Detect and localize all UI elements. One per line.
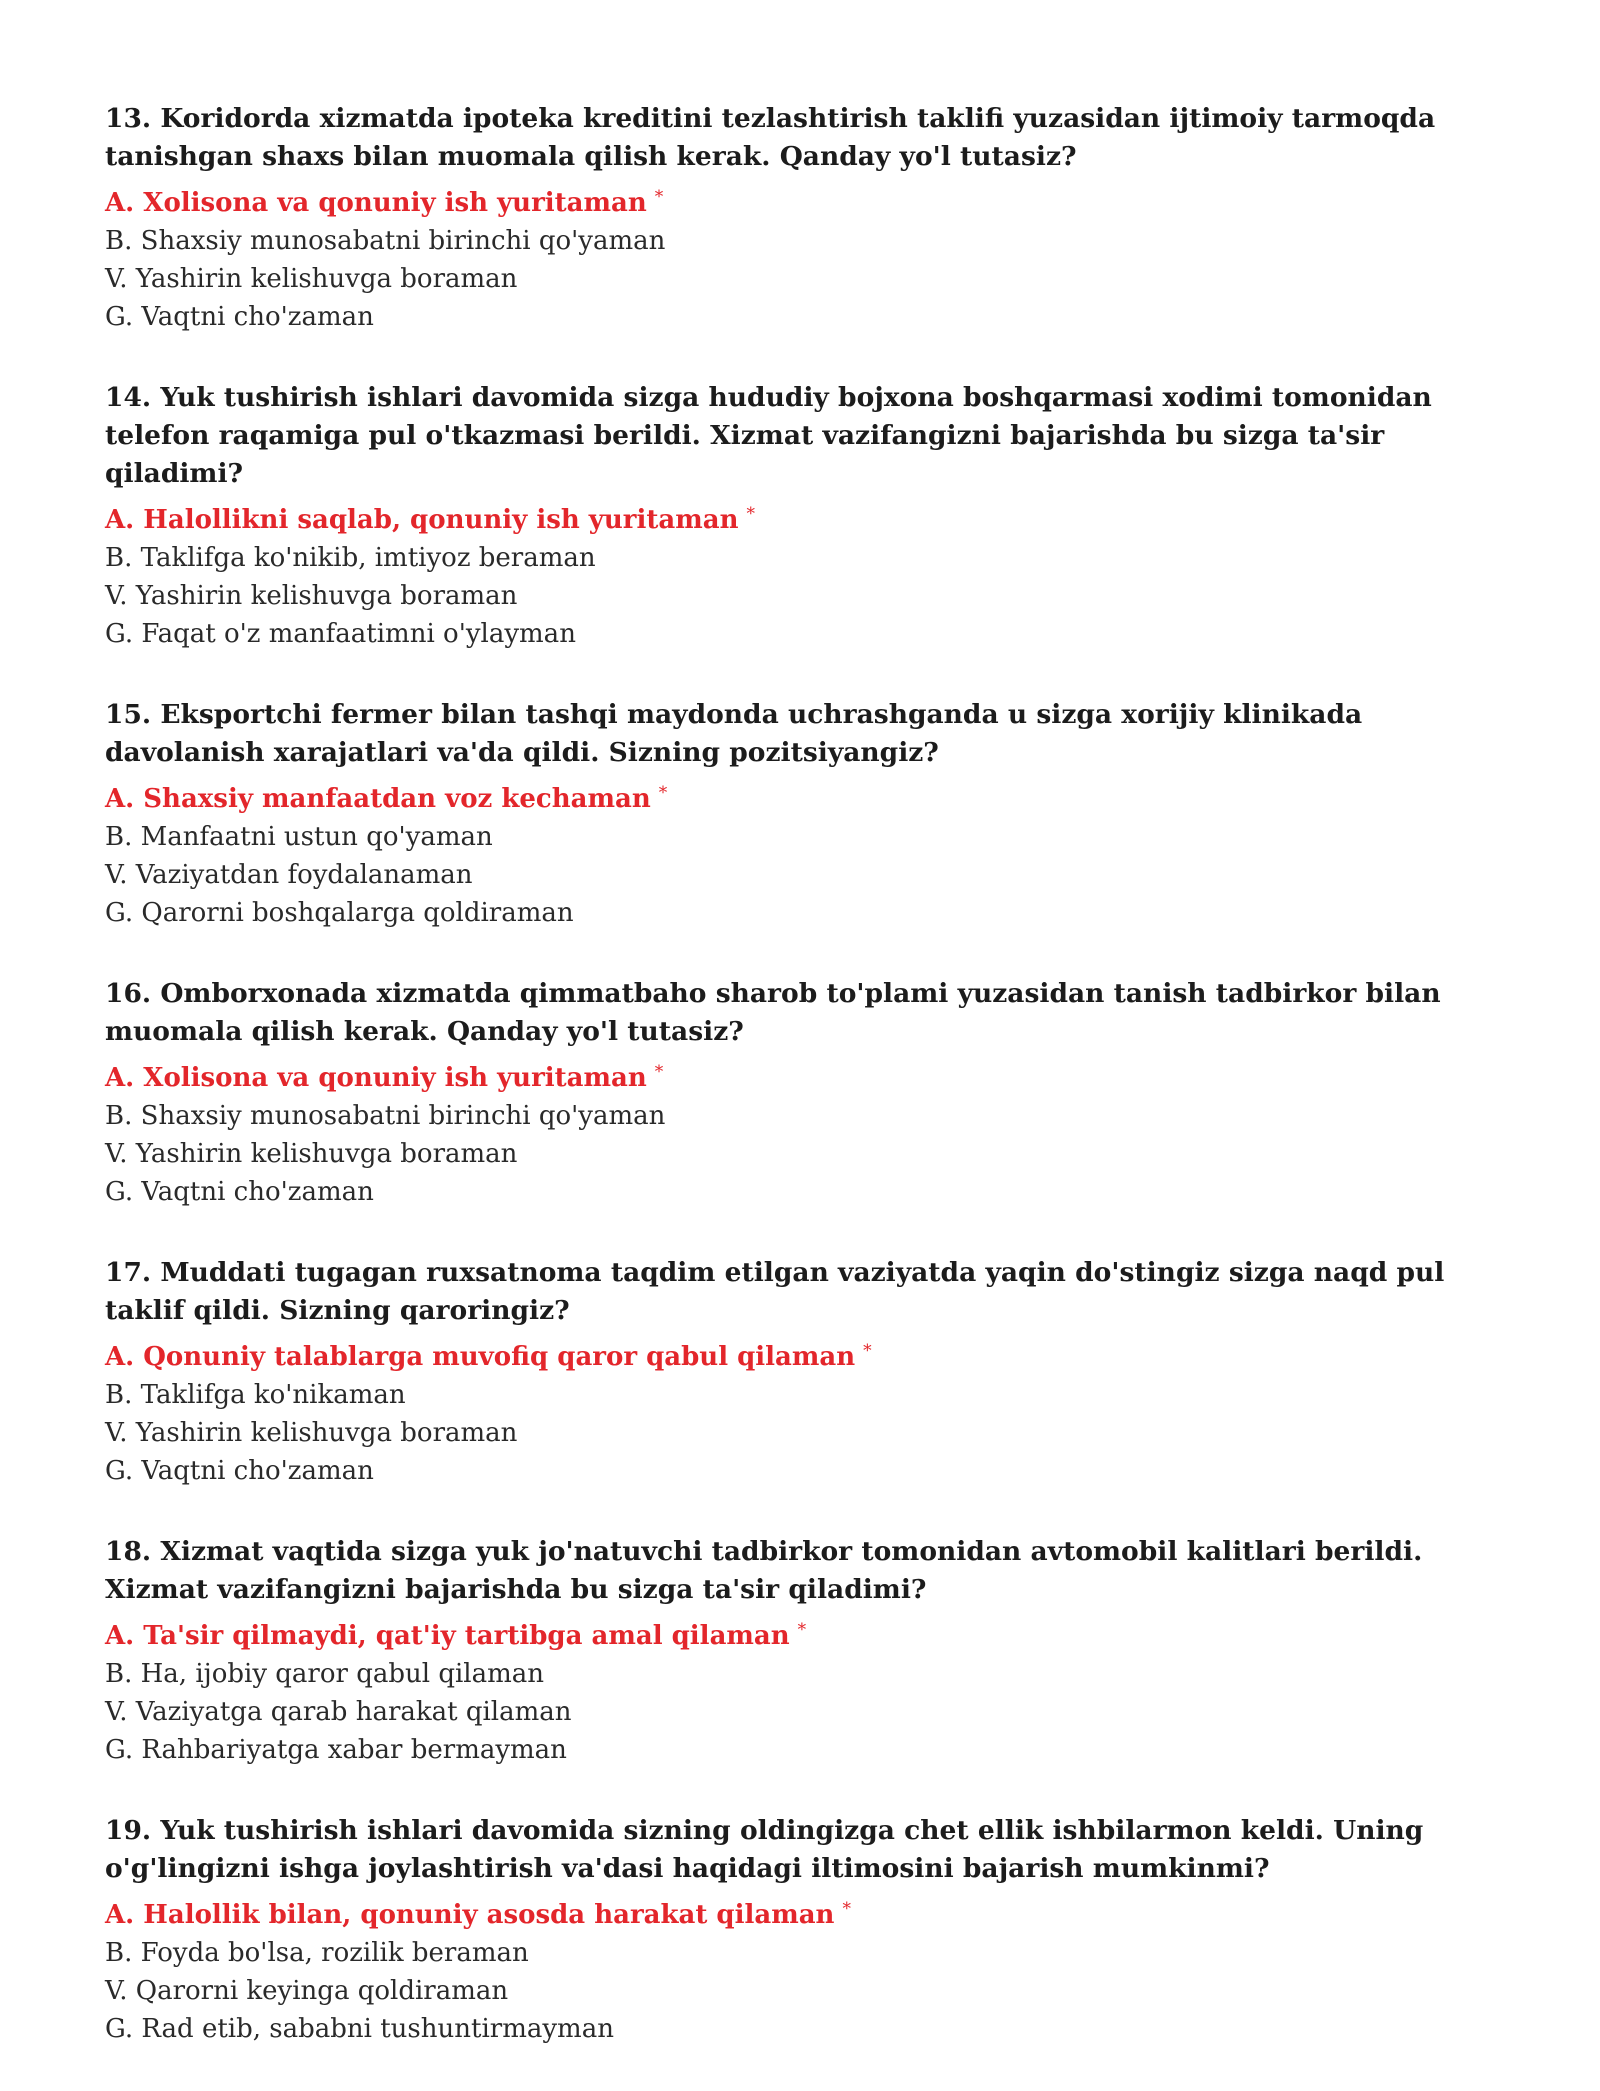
question-text: 15. Eksportchi fermer bilan tashqi maydonda uchrashganda u sizga xorijiy klinikada davolanish xarajatlari va'da qildi. Sizning pozitsiyangiz? [105,699,1363,768]
answer-option: G. Vaqtni cho'zaman [105,302,374,332]
correct-answer [105,1053,1515,1097]
answer-label: A. Xolisona va qonuniy ish yuritaman [105,1063,647,1093]
answer-option: G. Vaqtni cho'zaman [105,1456,374,1486]
question-19 [105,1812,1515,2048]
answer-label: A. Xolisona va qonuniy ish yuritaman [105,188,647,218]
answer-option: V. Vaziyatdan foydalanaman [105,860,473,890]
answer-option: B. Foyda bo'lsa, rozilik beraman [105,1938,529,1968]
question-17 [105,1254,1515,1490]
answer-label: A. Shaxsiy manfaatdan voz kechaman [105,784,651,814]
correct-answer [105,1890,1515,1934]
question-18 [105,1533,1515,1769]
answer-option: B. Shaxsiy munosabatni birinchi qo'yaman [105,226,666,256]
answer-option: B. Taklifga ko'nikaman [105,1380,406,1410]
answer-option: B. Shaxsiy munosabatni birinchi qo'yaman [105,1101,666,1131]
correct-marker: * [658,783,668,803]
answer-label: A. Halollik bilan, qonuniy asosda harakat qilaman [105,1900,835,1930]
correct-answer [105,178,1515,222]
correct-marker: * [654,1062,664,1082]
correct-answer [105,774,1515,818]
answer-option: G. Qarorni boshqalarga qoldiraman [105,898,574,928]
correct-answer [105,495,1515,539]
answer-option: V. Yashirin kelishuvga boraman [105,264,518,294]
answer-option: V. Yashirin kelishuvga boraman [105,1418,518,1448]
correct-answer [105,1611,1515,1655]
answer-option: G. Rahbariyatga xabar bermayman [105,1735,567,1765]
question-text: 19. Yuk tushirish ishlari davomida sizning oldingizga chet ellik ishbilarmon keldi. Uning o'g'lingizni ishga joylashtirish va'dasi haqidagi iltimosini bajarish mumkinmi? [105,1815,1424,1884]
answer-label: A. Halollikni saqlab, qonuniy ish yuritaman [105,505,739,535]
answer-option: G. Faqat o'z manfaatimni o'ylayman [105,619,576,649]
question-13 [105,100,1515,336]
answer-option: G. Rad etib, sababni tushuntirmayman [105,2014,614,2044]
answer-option: V. Yashirin kelishuvga boraman [105,1139,518,1169]
answer-option: V. Vaziyatga qarab harakat qilaman [105,1697,572,1727]
answer-option: B. Ha, ijobiy qaror qabul qilaman [105,1659,544,1689]
question-text: 13. Koridorda xizmatda ipoteka kreditini tezlashtirish taklifi yuzasidan ijtimoiy tarmoqda tanishgan shaxs bilan muomala qilish kerak. Qanday yo'l tutasiz? [105,103,1436,172]
question-14 [105,379,1515,653]
answer-option: V. Qarorni keyinga qoldiraman [105,1976,509,2006]
answer-label: A. Qonuniy talablarga muvofiq qaror qabul qilaman [105,1342,856,1372]
correct-marker: * [654,187,664,207]
answer-option: B. Manfaatni ustun qo'yaman [105,822,493,852]
question-text: 14. Yuk tushirish ishlari davomida sizga hududiy bojxona boshqarmasi xodimi tomonidan telefon raqamiga pul o'tkazmasi berildi. Xizmat vazifangizni bajarishda bu sizga ta'sir qiladimi? [105,382,1432,489]
correct-marker: * [746,504,755,524]
question-text: 16. Omborxonada xizmatda qimmatbaho sharob to'plami yuzasidan tanish tadbirkor bilan muomala qilish kerak. Qanday yo'l tutasiz? [105,978,1441,1047]
answer-option: B. Taklifga ko'nikib, imtiyoz beraman [105,543,596,573]
question-text: 18. Xizmat vaqtida sizga yuk jo'natuvchi tadbirkor tomonidan avtomobil kalitlari berildi. Xizmat vazifangizni bajarishda bu sizga ta'sir qiladimi? [105,1536,1423,1605]
correct-marker: * [863,1341,872,1361]
answer-label: A. Ta'sir qilmaydi, qat'iy tartibga amal qilaman [105,1621,790,1651]
question-16 [105,975,1515,1211]
question-15 [105,696,1515,932]
correct-marker: * [842,1899,851,1919]
correct-marker: * [797,1620,807,1640]
answer-option: V. Yashirin kelishuvga boraman [105,581,518,611]
answer-option: G. Vaqtni cho'zaman [105,1177,374,1207]
question-text: 17. Muddati tugagan ruxsatnoma taqdim etilgan vaziyatda yaqin do'stingiz sizga naqd pul taklif qildi. Sizning qaroringiz? [105,1257,1445,1326]
correct-answer [105,1332,1515,1376]
document-page [105,100,1515,2091]
